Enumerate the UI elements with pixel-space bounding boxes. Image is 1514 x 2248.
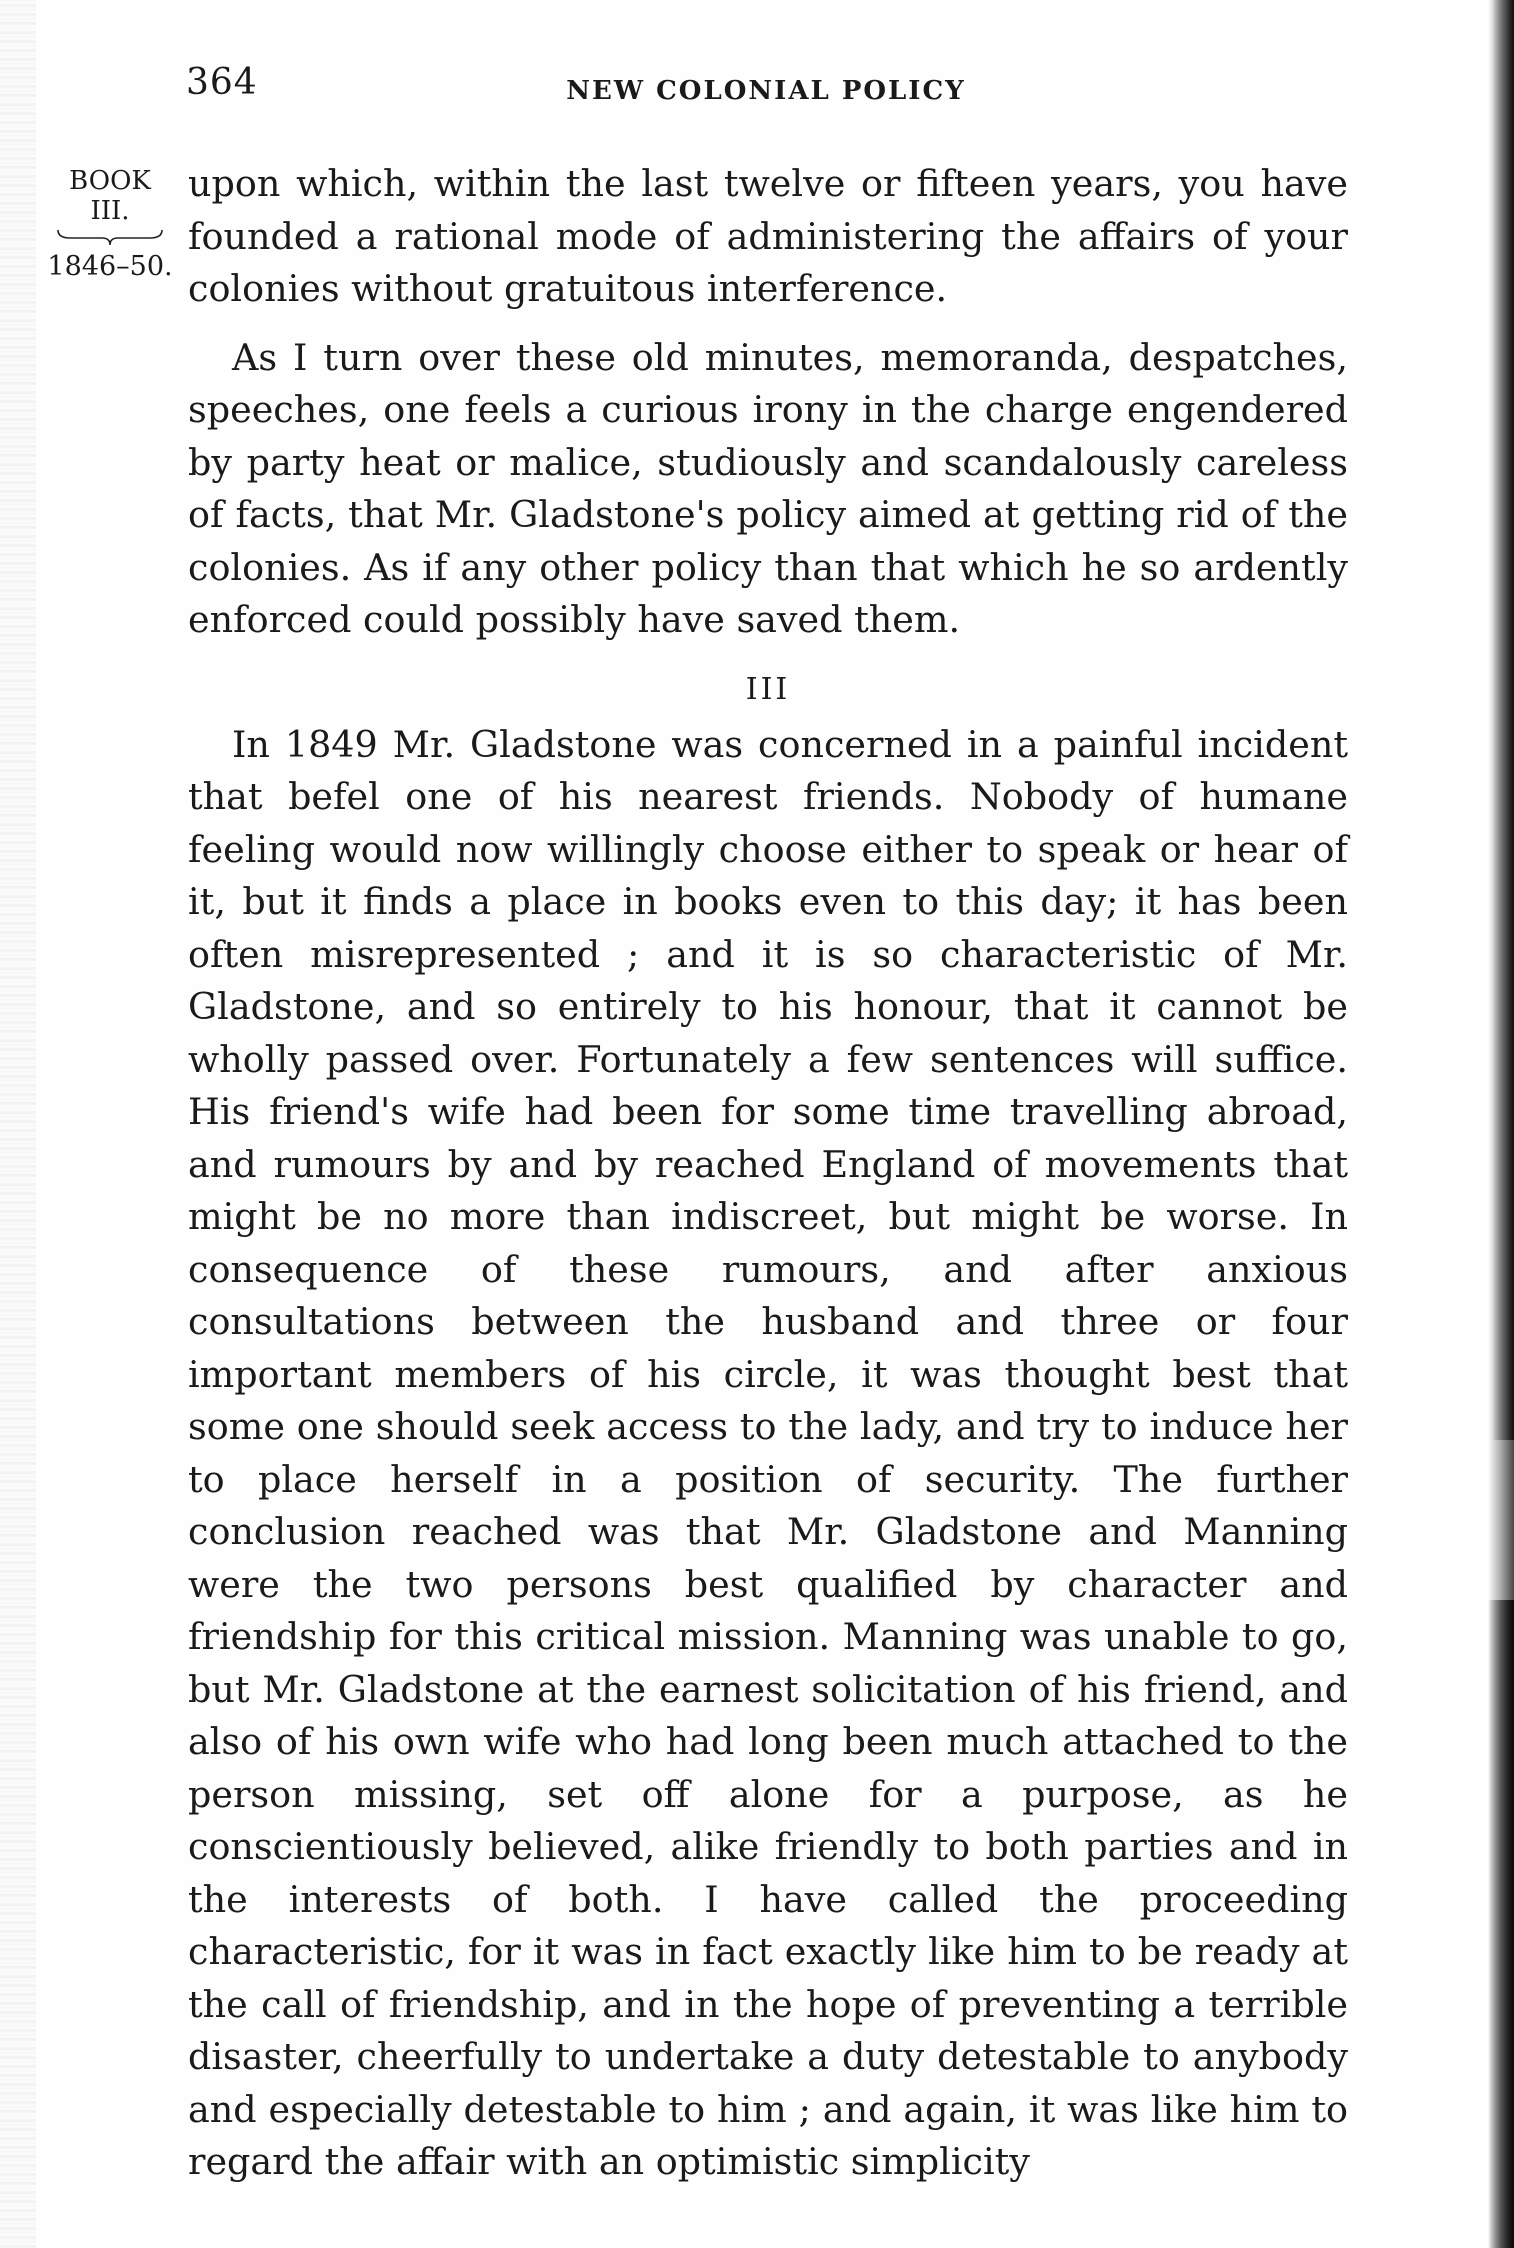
paragraph-1: upon which, within the last twelve or fifteen years, you have founded a rational mode of administering the affairs of your colonies without gratuitous interference. — [188, 162, 1348, 310]
body-text — [188, 158, 1348, 2189]
page-header — [186, 62, 1346, 122]
section-heading: III — [745, 671, 791, 707]
margin-years: 1846–50. — [47, 251, 173, 282]
running-head: NEW COLONIAL POLICY — [566, 76, 966, 106]
page-edge-left — [0, 0, 36, 2248]
page-number: 364 — [186, 62, 258, 103]
brace-icon — [56, 228, 164, 246]
paragraph-2: As I turn over these old minutes, memoranda, despatches, speeches, one feels a curious irony in the charge engendered by party heat or malice, studiously and scandalously careless of facts, that Mr. Gladstone's policy aimed at getting rid of the colonies. As if any other policy than that which he so ardently enforced could possibly have saved them. — [188, 335, 1348, 641]
page-edge-shadow-upper — [1492, 0, 1514, 1440]
paragraph-3: In 1849 Mr. Gladstone was concerned in a painful incident that befel one of his nearest friends. Nobody of humane feeling would now willingly choose either to speak or hear of it, but it finds a place in books even to this day; it has been often misrepresented ; and it is so characteristic of Mr. Gladstone, and so entirely to his honour, that it cannot be wholly passed over. Fortunately a few sentences will suffice. His friend's wife had been for some time travelling abroad, and rumours by and by reached England of movements that might be no more than indiscreet, but might be worse. In consequence of these rumours, and after anxious consultations between the husband and three or four important members of his circle, it was thought best that some one should seek access to the lady, and try to induce her to place herself in a position of security. The further conclusion reached was that Mr. Gladstone and Manning were the two persons best qualified by character and friendship for this critical mission. Manning was unable to go, but Mr. Gladstone at the earnest solicitation of his friend, and also of his own wife who had long been much attached to the person missing, set off alone for a purpose, as he conscientiously believed, alike friendly to both parties and in the interests of both. I have called the proceeding characteristic, for it was in fact exactly like him to be ready at the call of friendship, and in the hope of preventing a terrible disaster, cheerfully to undertake a duty detestable to anybody and especially detestable to him ; and again, it was like him to regard the affair with an optimistic simplicity — [188, 722, 1348, 2183]
margin-note — [40, 166, 180, 282]
page-edge-shadow-lower — [1488, 1600, 1514, 2248]
margin-book-number: III. — [90, 196, 130, 226]
margin-book-label: BOOK — [69, 166, 151, 196]
